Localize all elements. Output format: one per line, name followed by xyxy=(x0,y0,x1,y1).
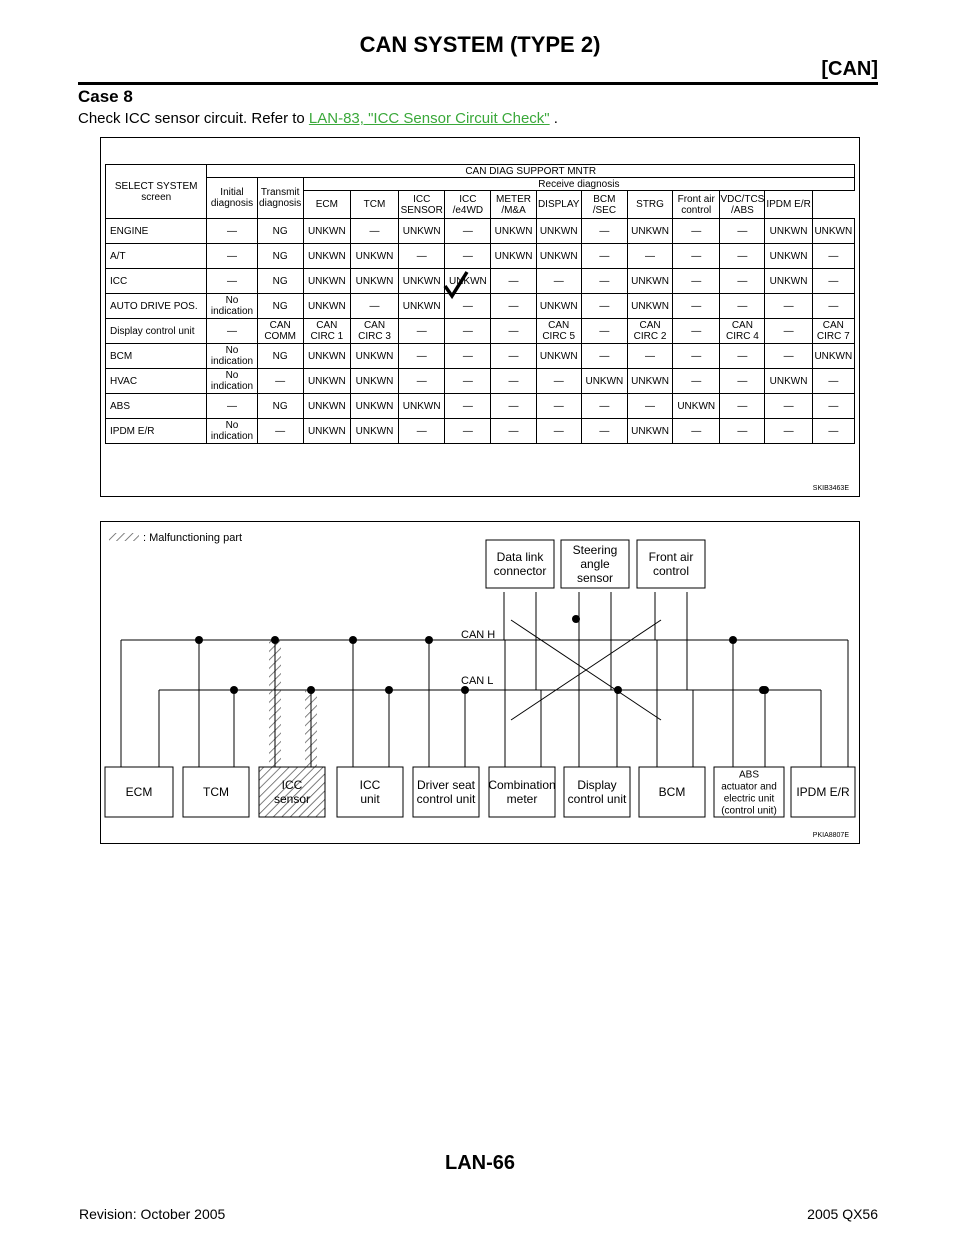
junction-dot xyxy=(461,686,469,694)
diag-cell: — xyxy=(720,269,765,294)
table-row xyxy=(106,344,855,369)
unit-label: Display xyxy=(577,778,617,792)
diag-cell: — xyxy=(445,369,491,394)
diag-cell: UNKWN xyxy=(303,219,350,244)
unit-label: sensor xyxy=(576,571,614,585)
diag-cell: — xyxy=(581,219,627,244)
junction-dot xyxy=(425,636,433,644)
section-tag: [CAN] xyxy=(821,58,878,80)
diag-cell: CAN CIRC 1 xyxy=(303,319,350,344)
diag-cell: UNKWN xyxy=(765,269,812,294)
diag-cell: UNKWN xyxy=(673,394,720,419)
diag-cell: UNKWN xyxy=(303,419,350,444)
diag-cell: UNKWN xyxy=(765,219,812,244)
diag-cell: — xyxy=(720,244,765,269)
diag-cell: — xyxy=(399,319,445,344)
junction-dot xyxy=(349,636,357,644)
diag-cell: UNKWN xyxy=(491,244,536,269)
diag-cell: UNKWN xyxy=(350,344,398,369)
diag-cell: — xyxy=(445,394,491,419)
unit-label: Driver seat xyxy=(416,778,476,792)
receive-col-header: VDC/TCS /ABS xyxy=(720,191,765,219)
diag-cell: — xyxy=(581,344,627,369)
unit-label: ICC xyxy=(359,778,381,792)
diag-cell: — xyxy=(812,419,854,444)
diag-cell: UNKWN xyxy=(627,219,672,244)
header-rule xyxy=(78,82,878,85)
unit-label: meter xyxy=(506,792,538,806)
diag-cell: — xyxy=(491,294,536,319)
unit-box xyxy=(714,767,784,817)
receive-col-header: ICC SENSOR xyxy=(399,191,445,219)
system-name-cell: AUTO DRIVE POS. xyxy=(106,294,207,319)
legend xyxy=(109,532,242,544)
diag-cell: CAN COMM xyxy=(257,319,303,344)
unit-label: TCM xyxy=(203,785,229,799)
instruction-text xyxy=(78,110,558,127)
diag-cell: — xyxy=(536,419,581,444)
receive-col-header: STRG xyxy=(627,191,672,219)
diag-cell: CAN CIRC 4 xyxy=(720,319,765,344)
unit-label: connector xyxy=(493,564,547,578)
diag-cell: — xyxy=(765,419,812,444)
table-row xyxy=(106,219,855,244)
diag-cell: — xyxy=(673,219,720,244)
diag-cell: — xyxy=(720,419,765,444)
receive-col-header: DISPLAY xyxy=(536,191,581,219)
diag-cell: UNKWN xyxy=(765,369,812,394)
unit-label: sensor xyxy=(273,792,311,806)
diag-cell: — xyxy=(399,369,445,394)
diag-cell: UNKWN xyxy=(399,269,445,294)
diag-cell: UNKWN xyxy=(350,269,398,294)
diag-cell: — xyxy=(350,294,398,319)
transmit-diagnosis-header: Transmit diagnosis xyxy=(257,178,303,219)
diag-cell: — xyxy=(581,319,627,344)
diag-cell: — xyxy=(257,419,303,444)
diag-cell: — xyxy=(491,344,536,369)
diag-cell: — xyxy=(673,294,720,319)
diag-cell: UNKWN xyxy=(627,269,672,294)
table-row xyxy=(106,419,855,444)
junction-dot xyxy=(271,636,279,644)
unit-label: control xyxy=(652,564,690,578)
junction-dot xyxy=(385,686,393,694)
diag-cell: — xyxy=(812,369,854,394)
unit-label: actuator and xyxy=(721,781,777,793)
diag-cell: — xyxy=(720,394,765,419)
diag-cell: UNKWN xyxy=(303,269,350,294)
instruction-prefix: Check ICC sensor circuit. Refer to xyxy=(78,110,309,127)
diag-cell: UNKWN xyxy=(350,244,398,269)
diag-cell: UNKWN xyxy=(536,294,581,319)
system-name-cell: ABS xyxy=(106,394,207,419)
diag-cell: — xyxy=(720,369,765,394)
diag-cell: UNKWN xyxy=(536,244,581,269)
unit-box xyxy=(337,767,403,817)
system-name-cell: Display control unit xyxy=(106,319,207,344)
system-name-cell: IPDM E/R xyxy=(106,419,207,444)
receive-col-header: BCM /SEC xyxy=(581,191,627,219)
receive-col-header: ECM xyxy=(303,191,350,219)
system-name-cell: ICC xyxy=(106,269,207,294)
unit-box xyxy=(486,540,554,588)
diag-cell: — xyxy=(536,394,581,419)
diag-cell: — xyxy=(207,244,257,269)
diag-cell: — xyxy=(491,369,536,394)
diag-cell: — xyxy=(627,394,672,419)
diag-cell: UNKWN xyxy=(350,394,398,419)
diag-cell: — xyxy=(673,369,720,394)
diag-cell: — xyxy=(491,319,536,344)
diag-cell: NG xyxy=(257,344,303,369)
diag-cell: — xyxy=(812,294,854,319)
checkmark-icon xyxy=(441,270,471,300)
unit-label: electric unit xyxy=(723,793,775,805)
diag-cell: — xyxy=(720,219,765,244)
unit-box xyxy=(564,767,630,817)
diag-cell: — xyxy=(399,344,445,369)
diag-cell: — xyxy=(536,269,581,294)
reference-link[interactable]: LAN-83, "ICC Sensor Circuit Check" xyxy=(308,110,550,127)
diag-cell: UNKWN xyxy=(812,344,854,369)
table-row xyxy=(106,269,855,294)
figure-id: SKIB3463E xyxy=(812,485,849,492)
diag-cell: — xyxy=(765,319,812,344)
can-network-figure xyxy=(100,521,860,844)
receive-col-header: IPDM E/R xyxy=(765,191,812,219)
unit-label: control unit xyxy=(567,792,627,806)
instruction-suffix: . xyxy=(549,110,558,127)
diag-cell: — xyxy=(445,219,491,244)
diag-cell: No indication xyxy=(207,419,257,444)
receive-col-header: Front air control xyxy=(673,191,720,219)
unit-box xyxy=(183,767,249,817)
table-row xyxy=(106,369,855,394)
unit-box xyxy=(639,767,705,817)
diag-cell: UNKWN xyxy=(536,219,581,244)
unit-label: ECM xyxy=(125,785,153,799)
diag-cell: UNKWN xyxy=(445,269,491,294)
diag-cell: CAN CIRC 3 xyxy=(350,319,398,344)
diag-cell: UNKWN xyxy=(627,419,672,444)
case-title: Case 8 xyxy=(78,87,133,106)
diag-cell: UNKWN xyxy=(350,419,398,444)
hatch-swatch xyxy=(109,533,139,541)
diag-cell: — xyxy=(257,369,303,394)
diag-cell: UNKWN xyxy=(627,369,672,394)
unit-box xyxy=(561,540,629,588)
table-row xyxy=(106,244,855,269)
unit-label: BCM xyxy=(658,785,686,799)
system-name-cell: HVAC xyxy=(106,369,207,394)
figure-id-2: PKIA8807E xyxy=(812,832,849,839)
page-number: LAN-66 xyxy=(444,1152,515,1174)
unit-label: (control unit) xyxy=(721,805,777,817)
diag-cell: UNKWN xyxy=(303,369,350,394)
diag-cell: UNKWN xyxy=(581,369,627,394)
diag-cell: — xyxy=(536,369,581,394)
unit-box xyxy=(259,767,325,817)
table-row xyxy=(106,319,855,344)
diag-cell: UNKWN xyxy=(303,244,350,269)
select-system-header: SELECT SYSTEM screen xyxy=(106,165,207,219)
unit-label: Combination xyxy=(488,778,556,792)
diag-cell: — xyxy=(812,269,854,294)
unit-label: angle xyxy=(580,557,610,571)
table-row xyxy=(106,294,855,319)
table-row xyxy=(106,394,855,419)
system-name-cell: A/T xyxy=(106,244,207,269)
junction-dot xyxy=(195,636,203,644)
unit-box xyxy=(637,540,705,588)
diag-cell: — xyxy=(581,294,627,319)
diag-cell: — xyxy=(581,269,627,294)
unit-label: Steering xyxy=(572,543,618,557)
diag-cell: UNKWN xyxy=(303,394,350,419)
unit-label: ABS xyxy=(738,769,760,781)
diag-cell: — xyxy=(627,344,672,369)
diag-cell: — xyxy=(765,294,812,319)
diag-cell: UNKWN xyxy=(765,244,812,269)
diag-cell: — xyxy=(765,394,812,419)
can-diag-header: CAN DIAG SUPPORT MNTR xyxy=(207,165,855,178)
unit-label: unit xyxy=(360,792,380,806)
diag-cell: — xyxy=(581,394,627,419)
model-text: 2005 QX56 xyxy=(807,1206,878,1222)
diag-cell: — xyxy=(445,319,491,344)
diag-cell: — xyxy=(491,419,536,444)
unit-box xyxy=(791,767,855,817)
can-h-label: CAN H xyxy=(461,629,496,641)
diag-cell: — xyxy=(812,394,854,419)
diag-cell: No indication xyxy=(207,294,257,319)
diag-cell: — xyxy=(720,294,765,319)
junction-dot xyxy=(230,686,238,694)
diag-cell: — xyxy=(673,419,720,444)
diag-cell: — xyxy=(491,269,536,294)
diag-cell: — xyxy=(765,344,812,369)
diag-cell: — xyxy=(673,344,720,369)
unit-box xyxy=(105,767,173,817)
receive-col-header: METER /M&A xyxy=(491,191,536,219)
unit-label: Data link xyxy=(496,550,544,564)
diag-table-figure xyxy=(100,137,860,497)
diag-cell: — xyxy=(445,419,491,444)
diag-cell: — xyxy=(399,419,445,444)
receive-col-header: ICC /e4WD xyxy=(445,191,491,219)
diag-cell: — xyxy=(350,219,398,244)
diag-table xyxy=(105,164,855,444)
diag-cell: No indication xyxy=(207,369,257,394)
legend-text: : Malfunctioning part xyxy=(143,532,243,544)
diag-cell: UNKWN xyxy=(350,369,398,394)
diag-cell: — xyxy=(812,244,854,269)
diag-cell: — xyxy=(673,269,720,294)
unit-label: Front air xyxy=(648,550,694,564)
diag-cell: CAN CIRC 5 xyxy=(536,319,581,344)
system-name-cell: BCM xyxy=(106,344,207,369)
diag-cell: UNKWN xyxy=(812,219,854,244)
system-name-cell: ENGINE xyxy=(106,219,207,244)
diag-cell: — xyxy=(673,244,720,269)
diag-cell: — xyxy=(445,344,491,369)
unit-label: ICC xyxy=(281,778,303,792)
diag-cell: UNKWN xyxy=(303,294,350,319)
diag-cell: CAN CIRC 7 xyxy=(812,319,854,344)
diag-cell: — xyxy=(581,244,627,269)
diag-cell: — xyxy=(627,244,672,269)
diag-cell: — xyxy=(207,219,257,244)
diag-cell: UNKWN xyxy=(303,344,350,369)
can-network-diagram xyxy=(101,522,859,843)
diag-cell: — xyxy=(399,244,445,269)
junction-dot xyxy=(307,686,315,694)
diag-cell: NG xyxy=(257,294,303,319)
can-l-label: CAN L xyxy=(461,675,494,687)
diag-cell: — xyxy=(207,319,257,344)
diag-cell: — xyxy=(207,394,257,419)
diag-cell: No indication xyxy=(207,344,257,369)
diag-cell: UNKWN xyxy=(399,394,445,419)
diag-cell: CAN CIRC 2 xyxy=(627,319,672,344)
diag-cell: — xyxy=(445,294,491,319)
diag-cell: — xyxy=(720,344,765,369)
receive-col-header: TCM xyxy=(350,191,398,219)
initial-diagnosis-header: Initial diagnosis xyxy=(207,178,257,219)
unit-box xyxy=(488,767,555,817)
diag-cell: — xyxy=(445,244,491,269)
unit-label: control unit xyxy=(416,792,476,806)
diag-cell: UNKWN xyxy=(627,294,672,319)
junction-dot xyxy=(759,686,767,694)
junction-dot xyxy=(729,636,737,644)
diag-cell: — xyxy=(673,319,720,344)
page-title: CAN SYSTEM (TYPE 2) xyxy=(359,32,601,57)
diag-cell: UNKWN xyxy=(491,219,536,244)
diag-cell: — xyxy=(207,269,257,294)
diag-cell: — xyxy=(491,394,536,419)
diag-cell: UNKWN xyxy=(399,219,445,244)
diag-cell: — xyxy=(581,419,627,444)
unit-box xyxy=(413,767,479,817)
diag-cell: NG xyxy=(257,394,303,419)
diag-cell: NG xyxy=(257,244,303,269)
receive-diagnosis-header: Receive diagnosis xyxy=(303,178,854,191)
diag-cell: NG xyxy=(257,269,303,294)
unit-label: IPDM E/R xyxy=(796,785,850,799)
diag-cell: NG xyxy=(257,219,303,244)
revision-text: Revision: October 2005 xyxy=(79,1206,226,1222)
diag-cell: UNKWN xyxy=(536,344,581,369)
diag-cell: UNKWN xyxy=(399,294,445,319)
